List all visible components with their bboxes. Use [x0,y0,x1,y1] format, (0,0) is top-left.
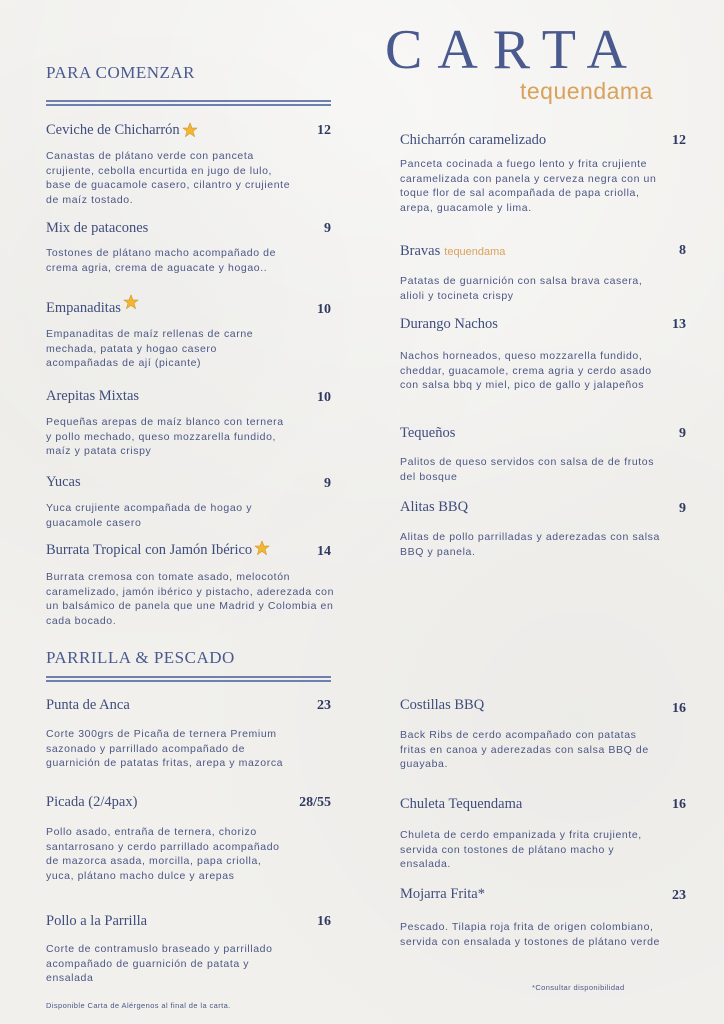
item-name: Durango Nachos [400,316,498,332]
item-description: Nachos horneados, queso mozzarella fundido, cheddar, guacamole, crema agria y cerdo asado con salsa bbq y miel, pico de gallo y jalapeños [400,350,652,391]
item-description: Patatas de guarnición con salsa brava casera, alioli y tocineta crispy [400,275,643,302]
item-name: Chuleta Tequendama [400,796,523,812]
item-price: 23 [672,888,686,903]
item-name: Costillas BBQ [400,697,485,713]
item-price: 9 [679,426,686,441]
item-price: 14 [317,544,331,559]
star-icon [182,122,198,138]
brand-subtitle: tequendama [520,78,653,104]
item-name: Pollo a la Parrilla [46,913,148,929]
item-name: Yucas [46,474,81,490]
section-divider [46,100,331,106]
star-icon [254,540,270,556]
item-name: Punta de Anca [46,697,130,713]
item-price: 9 [679,501,686,516]
item-name: Arepitas Mixtas [46,388,140,404]
item-description: Pescado. Tilapia roja frita de origen colombiano, servida con ensalada y tostones de plátano verde [400,921,660,948]
brand-tag: tequendama [444,246,506,258]
item-name: Burrata Tropical con Jamón Ibérico [46,542,270,559]
item-description: Back Ribs de cerdo acompañado con patatas fritas en canoa y aderezadas con salsa BBQ de guayaba. [400,729,649,770]
item-description: Pequeñas arepas de maíz blanco con ternera y pollo mechado, queso mozzarella fundido, maíz y patata crispy [46,416,284,457]
item-description: Burrata cremosa con tomate asado, melocotón caramelizado, jamón ibérico y pistacho, aderezada con un balsámico de panela que une Madrid y Colombia en cada bocado. [46,571,335,627]
item-name: Picada (2/4pax) [46,794,138,810]
item-price: 9 [324,476,331,491]
item-price: 23 [317,698,331,713]
item-price: 13 [672,317,686,332]
item-name: Tequeños [400,425,456,441]
item-price: 8 [679,243,686,258]
item-name: Bravas tequendama [400,243,506,259]
section-divider [46,676,331,682]
item-description: Alitas de pollo parrilladas y aderezadas con salsa BBQ y panela. [400,531,660,558]
item-description: Chuleta de cerdo empanizada y frita crujiente, servida con tostones de plátano macho y ensalada. [400,829,642,870]
item-price: 16 [672,701,686,716]
item-name: Mix de patacones [46,220,149,236]
allergens-note: Disponible Carta de Alérgenos al final de la carta. [46,1001,231,1010]
item-description: Corte de contramuslo braseado y parrillado acompañado de guarnición de patata y ensalada [46,943,273,984]
item-name: Chicharrón caramelizado [400,132,547,148]
item-description: Panceta cocinada a fuego lento y frita crujiente caramelizada con panela y cerveza negra con un toque flor de sal acompañada de papa criolla, arepa, guacamole y lima. [400,158,657,214]
item-price: 12 [672,133,686,148]
item-description: Canastas de plátano verde con panceta crujiente, cebolla encurtida en jugo de lulo, base de guacamole casero, cilantro y crujiente de maíz tostado. [46,150,291,206]
item-price: 10 [317,390,331,405]
item-description: Palitos de queso servidos con salsa de de frutos del bosque [400,456,655,483]
section-title-grill: PARRILLA & PESCADO [46,648,235,667]
menu-title: CARTA [385,19,642,81]
item-description: Tostones de plátano macho acompañado de crema agria, crema de aguacate y hogao.. [46,247,277,274]
item-price: 16 [317,914,331,929]
star-icon [123,294,139,310]
item-name: Empanaditas [46,300,139,317]
item-price: 28/55 [299,795,331,810]
availability-note: *Consultar disponibilidad [532,983,625,992]
item-name: Ceviche de Chicharrón [46,122,198,139]
item-price: 12 [317,123,331,138]
item-price: 9 [324,221,331,236]
item-price: 10 [317,302,331,317]
item-description: Corte 300grs de Picaña de ternera Premium sazonado y parrillado acompañado de guarnición de patatas fritas, arepa y mazorca [46,728,284,769]
item-price: 16 [672,797,686,812]
item-name: Alitas BBQ [400,499,469,515]
item-description: Pollo asado, entraña de ternera, chorizo santarrosano y cerdo parrillado acompañado de mazorca asada, morcilla, papa criolla, yuca, plátano macho dulce y arepas [46,826,280,882]
item-description: Yuca crujiente acompañada de hogao y guacamole casero [46,502,253,529]
section-title-starters: PARA COMENZAR [46,63,195,82]
item-name: Mojarra Frita* [400,886,485,902]
item-description: Empanaditas de maíz rellenas de carne mechada, patata y hogao casero acompañadas de ají (picante) [46,328,254,369]
